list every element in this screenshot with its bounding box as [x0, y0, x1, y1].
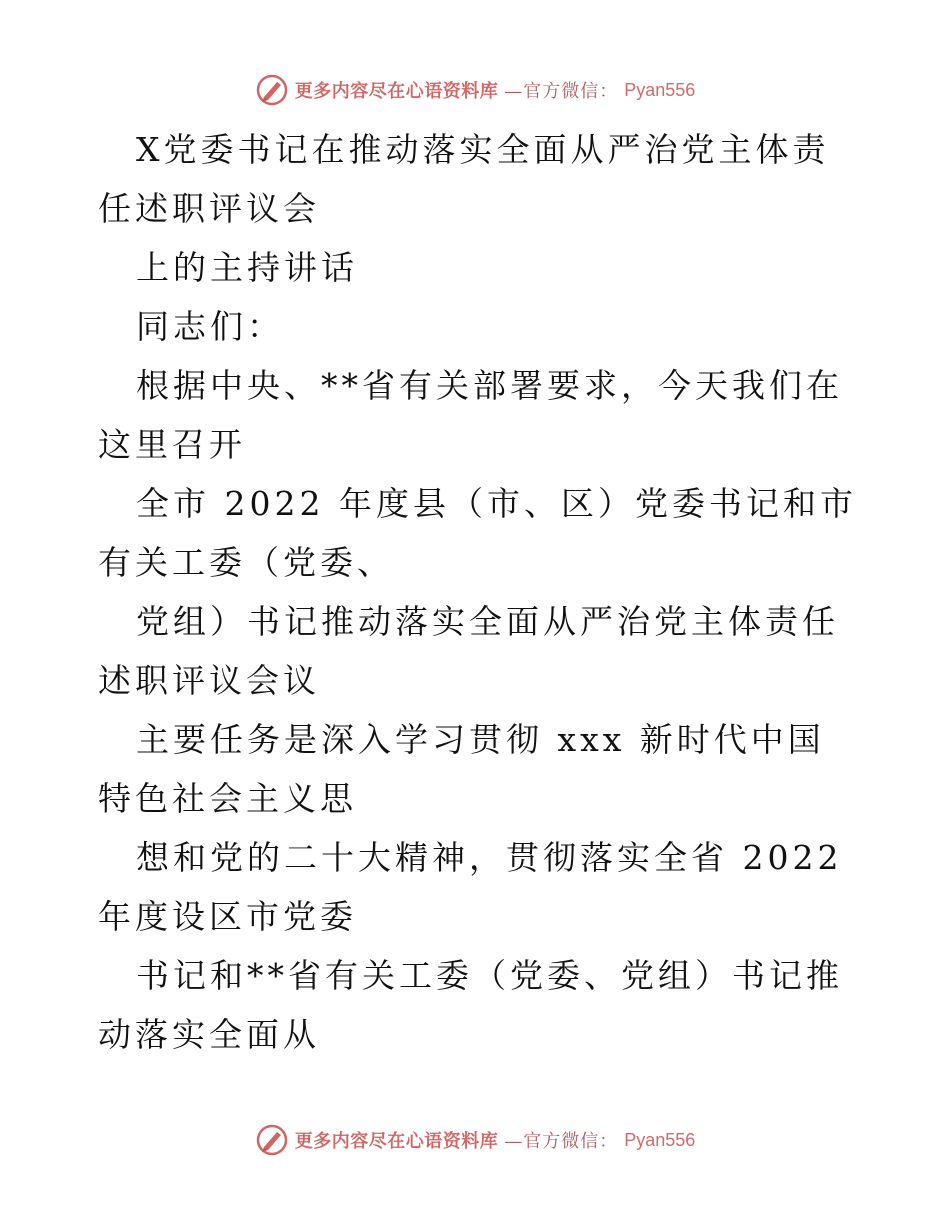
pen-logo-icon [255, 73, 289, 107]
doc-title-line-2: 上的主持讲话 [136, 248, 358, 287]
banner-wechat-id: Pyan556 [624, 1129, 696, 1150]
doc-salutation: 同志们： [136, 307, 284, 346]
doc-paragraph: 根据中央、**省有关部署要求，今天我们在这里召开 [98, 366, 843, 464]
pen-logo-icon [255, 1123, 289, 1157]
doc-paragraph: 主要任务是深入学习贯彻 xxx 新时代中国特色社会主义思 [98, 720, 825, 818]
document-body [98, 120, 858, 1064]
doc-paragraph: 书记和**省有关工委（党委、党组）书记推动落实全面从 [98, 956, 843, 1054]
doc-paragraph: 想和党的二十大精神，贯彻落实全省 2022 年度设区市党委 [98, 838, 843, 936]
banner-main-text: 更多内容尽在心语资料库 [294, 1131, 499, 1152]
banner-main-text: 更多内容尽在心语资料库 [294, 81, 499, 102]
footer-watermark [0, 1120, 950, 1160]
banner-wechat-id: Pyan556 [624, 79, 696, 100]
doc-paragraph: 党组）书记推动落实全面从严治党主体责任述职评议会议 [98, 602, 839, 700]
banner-sub-text: —官方微信： [504, 1131, 619, 1152]
doc-paragraph: 全市 2022 年度县（市、区）党委书记和市有关工委（党委、 [98, 484, 857, 582]
header-watermark [0, 70, 950, 110]
banner-sub-text: —官方微信： [504, 81, 619, 102]
doc-title-line-1: X党委书记在推动落实全面从严治党主体责任述职评议会 [98, 130, 830, 228]
